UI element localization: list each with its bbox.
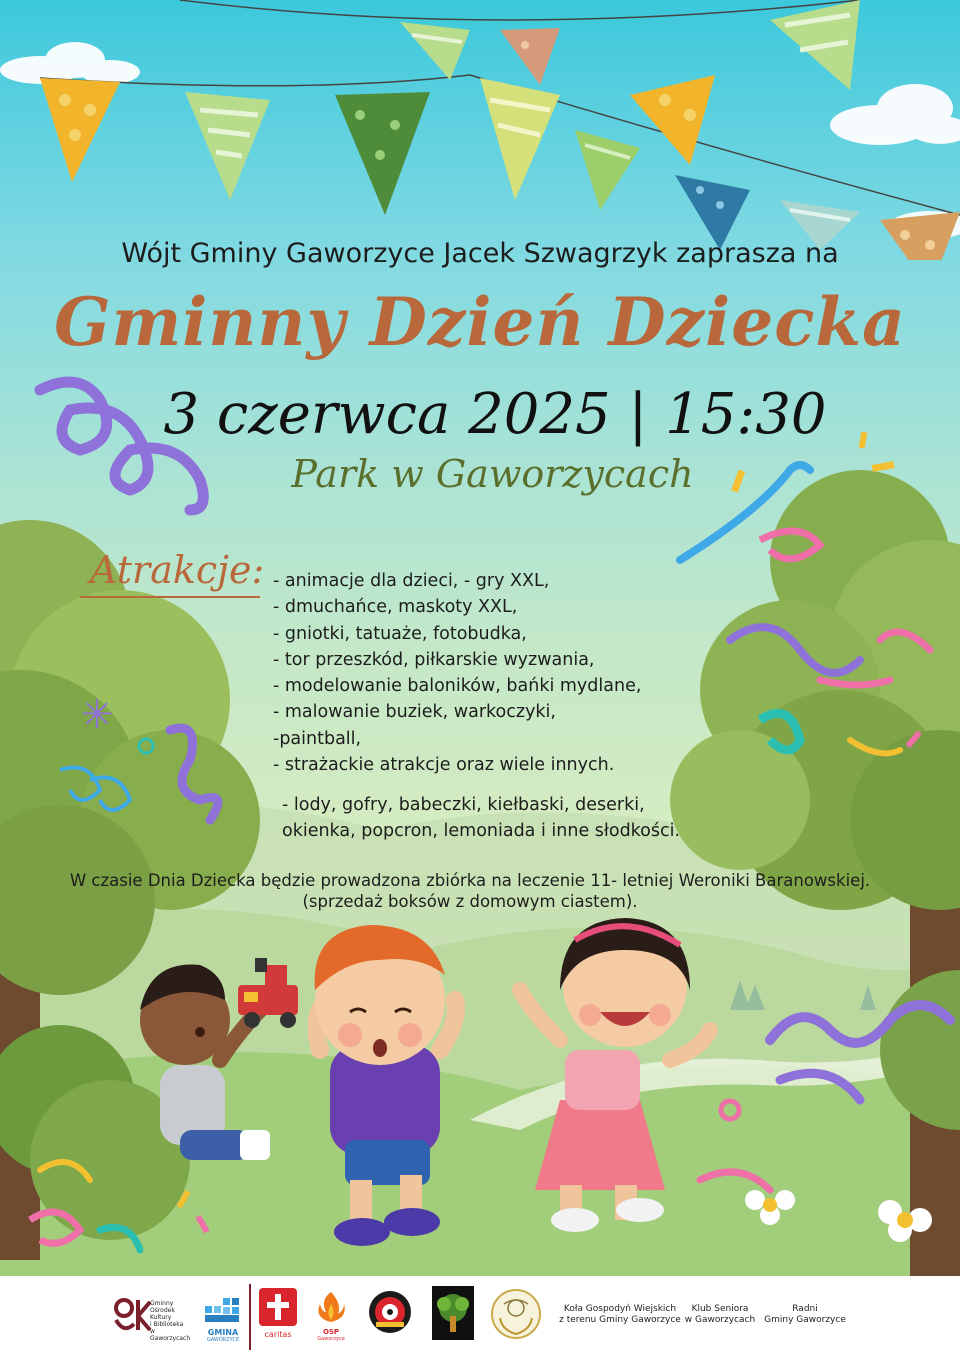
train-toy-icon xyxy=(238,958,298,1028)
klub-line: w Gaworzycach xyxy=(684,1315,756,1325)
attractions-list xyxy=(273,568,641,778)
gok-emblem-icon xyxy=(112,1294,152,1338)
invitation-text: Wójt Gminy Gaworzyce Jacek Szwagrzyk zaprasza na xyxy=(121,238,839,269)
boy-center xyxy=(315,925,456,1246)
charity-note-line: W czasie Dnia Dziecka będzie prowadzona zbiórka na leczenie 11- letniej Weroniki Baranowskiej. xyxy=(69,871,871,890)
svg-text:✳: ✳ xyxy=(80,692,114,738)
klub-line: Klub Seniora xyxy=(691,1304,749,1314)
list-item: - gniotki, tatuaże, fotobudka, xyxy=(273,623,527,644)
attractions-underline xyxy=(80,596,260,598)
food-list xyxy=(282,792,680,845)
gok-line: w Gaworzycach xyxy=(150,1328,191,1342)
kgw-line: z terenu Gminy Gaworzyce xyxy=(559,1315,681,1325)
osp-label: OSP xyxy=(322,1328,340,1336)
event-date: 3 czerwca 2025 | 15:30 xyxy=(163,382,827,447)
caritas-flame-icon xyxy=(259,1288,297,1326)
kgw-emblem xyxy=(490,1286,542,1342)
list-item: -paintball, xyxy=(273,728,362,749)
radni-text xyxy=(762,1304,848,1326)
list-item: - strażackie atrakcje oraz wiele innych. xyxy=(273,755,615,776)
caritas-label: caritas xyxy=(264,1330,292,1339)
list-item: - malowanie buziek, warkoczyki, xyxy=(273,702,556,723)
tree-emblem-icon xyxy=(432,1286,474,1340)
laurel-wreath-icon xyxy=(490,1286,542,1342)
list-item: - animacje dla dzieci, - gry XXL, xyxy=(273,571,550,591)
osp-sub: Gaworzyce xyxy=(317,1336,345,1342)
caritas-logo xyxy=(259,1288,297,1340)
klub-text xyxy=(682,1304,758,1326)
gmina-logo xyxy=(203,1294,243,1343)
tree-logo xyxy=(432,1286,474,1340)
girl-right xyxy=(520,918,710,1232)
gok-line: Ośrodek xyxy=(150,1307,175,1314)
gmina-label: GMINA xyxy=(207,1328,239,1337)
kgw-text xyxy=(555,1304,685,1326)
osp-logo xyxy=(314,1290,348,1342)
list-item: - lody, gofry, babeczki, kiełbaski, deserki, xyxy=(282,795,645,815)
football-crest-icon xyxy=(368,1288,412,1336)
charity-note xyxy=(0,870,940,912)
sponsor-logos-bar xyxy=(0,1276,960,1358)
list-item: - dmuchańce, maskoty XXL, xyxy=(273,597,518,618)
event-title: Gminny Dzień Dziecka xyxy=(54,283,906,361)
football-club-logo xyxy=(368,1288,412,1336)
charity-note-line: (sprzedaż boksów z domowym ciastem). xyxy=(302,892,638,911)
list-item: okienka, popcron, lemoniada i inne słodkości. xyxy=(282,821,681,842)
divider xyxy=(249,1284,251,1350)
gmina-sub: GAWORZYCE xyxy=(206,1337,240,1343)
gok-logo xyxy=(112,1294,152,1338)
gok-text xyxy=(150,1300,196,1342)
gmina-grid-icon xyxy=(203,1294,243,1324)
gok-line: Kultury xyxy=(150,1314,172,1321)
boy-with-train xyxy=(140,958,298,1160)
fire-icon xyxy=(314,1290,348,1324)
event-place: Park w Gaworzycach xyxy=(291,452,694,496)
gok-line: i Biblioteka xyxy=(150,1321,184,1328)
list-item: - tor przeszkód, piłkarskie wyzwania, xyxy=(273,649,595,670)
kgw-line: Koła Gospodyń Wiejskich xyxy=(563,1304,677,1314)
gok-line: Gminny xyxy=(150,1300,174,1307)
radni-line: Gminy Gaworzyce xyxy=(764,1315,846,1325)
list-item: - modelowanie baloników, bańki mydlane, xyxy=(273,676,642,697)
flowers xyxy=(745,1190,932,1242)
radni-line: Radni xyxy=(792,1304,818,1314)
attractions-heading: Atrakcje: xyxy=(90,548,265,592)
